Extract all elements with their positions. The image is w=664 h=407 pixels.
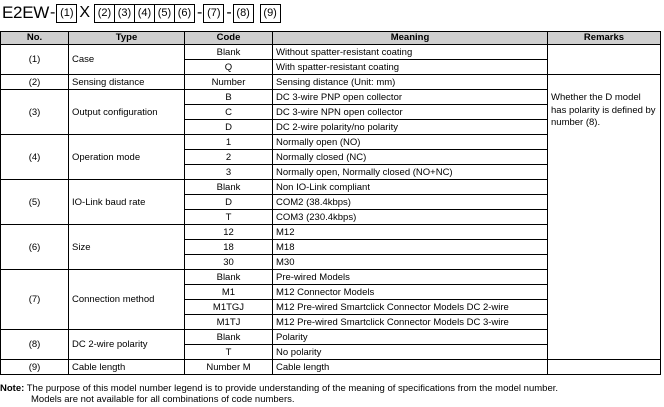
cell-meaning: Non IO-Link compliant (273, 180, 548, 195)
cell-remarks (548, 45, 661, 75)
note (0, 383, 660, 405)
cell-type: DC 2-wire polarity (69, 330, 185, 360)
cell-code: 2 (185, 150, 273, 165)
note-label: Note: (0, 383, 25, 394)
cell-meaning: M30 (273, 255, 548, 270)
model-part-9: (9) (260, 4, 281, 23)
cell-code: 30 (185, 255, 273, 270)
model-part-7: (7) (203, 4, 224, 23)
cell-meaning: DC 3-wire PNP open collector (273, 90, 548, 105)
model-x-mark: X (79, 4, 90, 21)
model-dash: - (49, 4, 56, 21)
model-part-6: (6) (174, 4, 195, 23)
cell-no: (1) (1, 45, 69, 75)
cell-meaning: M12 Pre-wired Smartclick Connector Models DC 2-wire (273, 300, 548, 315)
model-number-format (2, 2, 280, 24)
cell-code: 12 (185, 225, 273, 240)
cell-code: 3 (185, 165, 273, 180)
cell-meaning: Cable length (273, 360, 548, 375)
cell-meaning: Sensing distance (Unit: mm) (273, 75, 548, 90)
cell-meaning: With spatter-resistant coating (273, 60, 548, 75)
header-no: No. (1, 32, 69, 45)
cell-no: (7) (1, 270, 69, 330)
cell-type: Cable length (69, 360, 185, 375)
cell-meaning: M18 (273, 240, 548, 255)
table-header-row (1, 32, 661, 45)
cell-code: B (185, 90, 273, 105)
cell-meaning: Normally open, Normally closed (NO+NC) (273, 165, 548, 180)
cell-code: 1 (185, 135, 273, 150)
cell-code: Blank (185, 270, 273, 285)
cell-code: M1TJ (185, 315, 273, 330)
cell-type: Operation mode (69, 135, 185, 180)
cell-type: Sensing distance (69, 75, 185, 90)
cell-meaning: DC 3-wire NPN open collector (273, 105, 548, 120)
cell-remarks-block (548, 75, 661, 360)
cell-meaning: DC 2-wire polarity/no polarity (273, 120, 548, 135)
cell-code: T (185, 210, 273, 225)
cell-meaning: Pre-wired Models (273, 270, 548, 285)
table-row (1, 75, 661, 90)
cell-meaning: M12 (273, 225, 548, 240)
cell-code: Blank (185, 330, 273, 345)
cell-type: IO-Link baud rate (69, 180, 185, 225)
cell-meaning: COM2 (38.4kbps) (273, 195, 548, 210)
cell-meaning: Without spatter-resistant coating (273, 45, 548, 60)
model-part-4: (4) (134, 4, 155, 23)
cell-meaning: Polarity (273, 330, 548, 345)
model-legend-table (0, 31, 661, 375)
cell-meaning: Normally open (NO) (273, 135, 548, 150)
cell-code: M1TGJ (185, 300, 273, 315)
model-part-5: (5) (154, 4, 175, 23)
cell-no: (3) (1, 90, 69, 135)
note-line-2: Models are not available for all combinations of code numbers. (31, 394, 295, 405)
cell-code: D (185, 195, 273, 210)
model-part-3: (3) (114, 4, 135, 23)
cell-remarks (548, 360, 661, 375)
cell-code: Number (185, 75, 273, 90)
cell-meaning: COM3 (230.4kbps) (273, 210, 548, 225)
cell-no: (6) (1, 225, 69, 270)
header-meaning: Meaning (273, 32, 548, 45)
header-remarks: Remarks (548, 32, 661, 45)
cell-type: Output configuration (69, 90, 185, 135)
cell-no: (8) (1, 330, 69, 360)
cell-code: D (185, 120, 273, 135)
cell-no: (4) (1, 135, 69, 180)
note-line-1: The purpose of this model number legend is to provide understanding of the meaning of specifications from the model number. (26, 383, 559, 394)
header-code: Code (185, 32, 273, 45)
header-type: Type (69, 32, 185, 45)
remarks-text: Whether the D model has polarity is defined by number (8). (551, 92, 656, 128)
cell-type: Case (69, 45, 185, 75)
model-part-1: (1) (56, 4, 77, 23)
cell-code: C (185, 105, 273, 120)
model-dash: - (196, 4, 203, 21)
cell-meaning: Normally closed (NC) (273, 150, 548, 165)
table-row (1, 45, 661, 60)
cell-no: (9) (1, 360, 69, 375)
cell-type: Size (69, 225, 185, 270)
cell-code: T (185, 345, 273, 360)
cell-code: Blank (185, 180, 273, 195)
cell-code: Blank (185, 45, 273, 60)
model-part-8: (8) (233, 4, 254, 23)
table-body (1, 45, 661, 375)
model-prefix: E2EW (2, 3, 49, 22)
cell-code: Number M (185, 360, 273, 375)
table-row (1, 360, 661, 375)
cell-meaning: M12 Pre-wired Smartclick Connector Models DC 3-wire (273, 315, 548, 330)
cell-no: (5) (1, 180, 69, 225)
cell-meaning: No polarity (273, 345, 548, 360)
model-dash: - (226, 4, 232, 21)
cell-code: M1 (185, 285, 273, 300)
cell-meaning: M12 Connector Models (273, 285, 548, 300)
cell-code: Q (185, 60, 273, 75)
cell-no: (2) (1, 75, 69, 90)
cell-type: Connection method (69, 270, 185, 330)
cell-code: 18 (185, 240, 273, 255)
model-part-2: (2) (94, 4, 115, 23)
